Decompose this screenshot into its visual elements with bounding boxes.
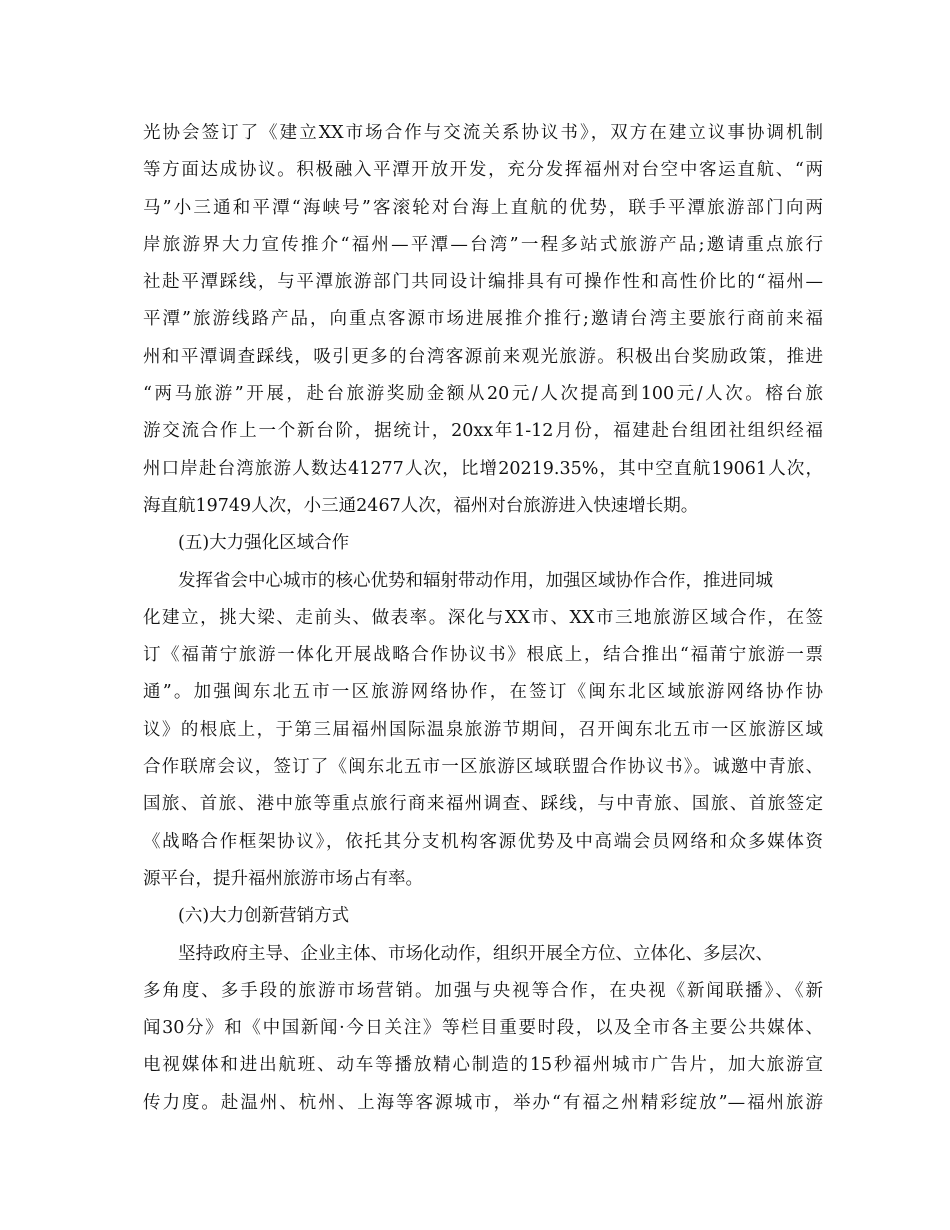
paragraph-line: 海直航19749人次，小三通2467人次，福州对台旅游进入快速增长期。 <box>143 495 699 516</box>
paragraph-line: 社赴平潭踩线，与平潭旅游部门共同设计编排具有可操作性和高性价比的“福州— <box>143 272 823 293</box>
paragraph-line: 源平台，提升福州旅游市场占有率。 <box>143 868 423 889</box>
paragraph-line: 多角度、多手段的旅游市场营销。加强与央视等合作，在央视《新闻联播》、《新 <box>143 980 823 1001</box>
paragraph-line: 合作联席会议，签订了《闽东北五市一区旅游区域联盟合作协议书》。诚邀中青旅、 <box>143 757 823 778</box>
paragraph-line: 闻30分》和《中国新闻·今日关注》等栏目重要时段，以及全市各主要公共媒体、 <box>143 1018 823 1039</box>
paragraph-line: 订《福莆宁旅游一体化开展战略合作协议书》根底上，结合推出“福莆宁旅游一票 <box>143 645 823 666</box>
paragraph-line: 发挥省会中心城市的核心优势和辐射带动作用，加强区域协作合作，推进同城 <box>178 570 773 591</box>
paragraph-line: 化建立，挑大梁、走前头、做表率。深化与XX市、XX市三地旅游区域合作，在签 <box>143 607 823 628</box>
paragraph-line: 坚持政府主导、企业主体、市场化动作，组织开展全方位、立体化、多层次、 <box>178 943 773 964</box>
paragraph-line: 《战略合作框架协议》，依托其分支机构客源优势及中高端会员网络和众多媒体资 <box>143 831 823 852</box>
section-heading: (六)大力创新营销方式 <box>178 906 350 927</box>
paragraph-line: 马”小三通和平潭“海峡号”客滚轮对台海上直航的优势，联手平潭旅游部门向两 <box>143 197 823 218</box>
paragraph-line: 州和平潭调查踩线，吸引更多的台湾客源前来观光旅游。积极出台奖励政策，推进 <box>143 346 823 367</box>
body-text <box>143 115 823 1122</box>
paragraph-line: 议》的根底上，于第三届福州国际温泉旅游节期间，召开闽东北五市一区旅游区域 <box>143 719 823 740</box>
paragraph-line: 岸旅游界大力宣传推介“福州—平潭—台湾”一程多站式旅游产品;邀请重点旅行 <box>143 234 823 255</box>
section-heading: (五)大力强化区域合作 <box>178 533 350 554</box>
paragraph-line: 光协会签订了《建立XX市场合作与交流关系协议书》，双方在建立议事协调机制 <box>143 123 823 143</box>
paragraph-line: 电视媒体和进出航班、动车等播放精心制造的15秒福州城市广告片，加大旅游宣 <box>143 1055 823 1076</box>
paragraph-line: 国旅、首旅、港中旅等重点旅行商来福州调查、踩线，与中青旅、国旅、首旅签定 <box>143 794 823 815</box>
paragraph-line: 通”。加强闽东北五市一区旅游网络协作，在签订《闽东北区域旅游网络协作协 <box>143 682 823 703</box>
paragraph-line: 等方面达成协议。积极融入平潭开放开发，充分发挥福州对台空中客运直航、“两 <box>143 160 823 181</box>
paragraph-line: “两马旅游”开展，赴台旅游奖励金额从20元/人次提高到100元/人次。榕台旅 <box>143 384 823 405</box>
paragraph-line: 游交流合作上一个新台阶，据统计，20xx年1-12月份，福建赴台组团社组织经福 <box>143 421 823 442</box>
paragraph-line: 平潭”旅游线路产品，向重点客源市场进展推介推行;邀请台湾主要旅行商前来福 <box>143 309 823 330</box>
paragraph-line: 州口岸赴台湾旅游人数达41277人次，比增20219.35%，其中空直航19061人次， <box>143 458 823 479</box>
paragraph-line: 传力度。赴温州、杭州、上海等客源城市，举办“有福之州精彩绽放”—福州旅游 <box>143 1092 823 1113</box>
